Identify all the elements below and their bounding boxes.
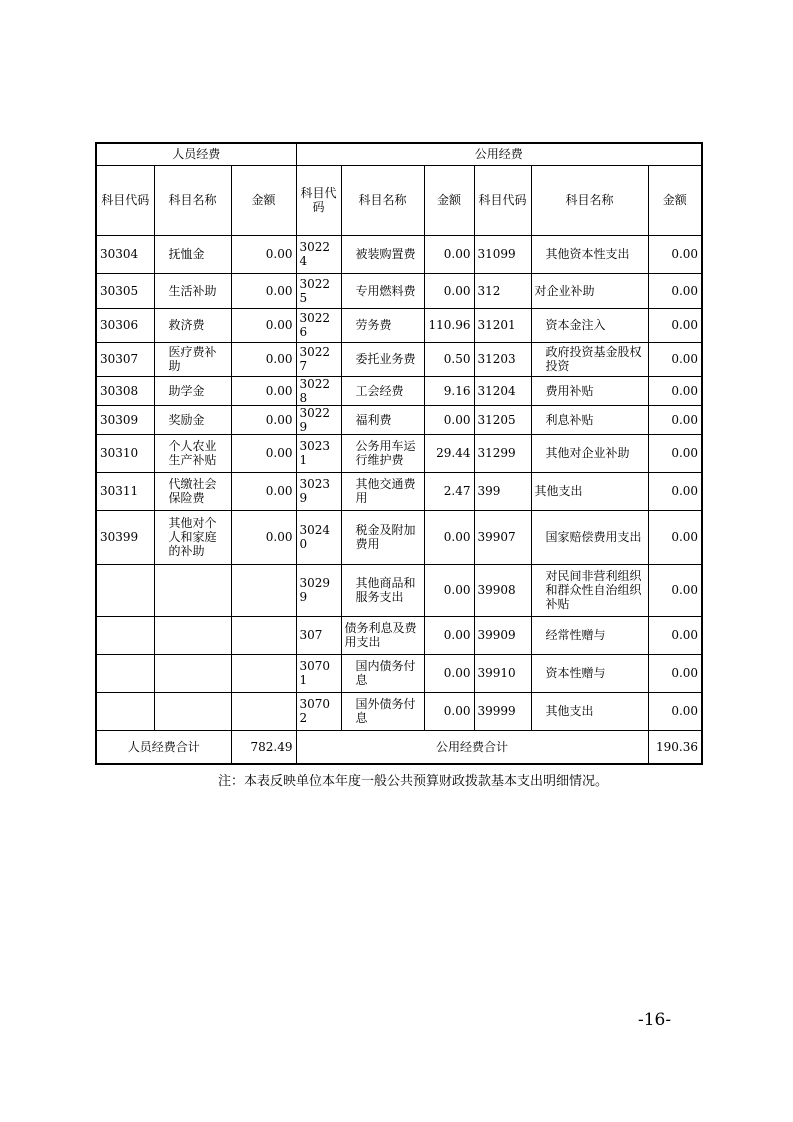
table-row bbox=[96, 342, 702, 376]
name-cell: 生活补助 bbox=[154, 273, 231, 308]
name-cell: 助学金 bbox=[154, 376, 231, 405]
amount-cell: 0.00 bbox=[231, 510, 296, 564]
name-cell: 债务利息及费用支出 bbox=[341, 616, 424, 654]
amount-cell: 0.00 bbox=[231, 405, 296, 434]
column-header-amount: 金额 bbox=[648, 165, 702, 235]
name-cell: 公务用车运行维护费 bbox=[341, 434, 424, 472]
amount-cell: 0.00 bbox=[648, 273, 702, 308]
name-cell: 其他对个人和家庭的补助 bbox=[154, 510, 231, 564]
name-cell: 被装购置费 bbox=[341, 235, 424, 273]
name-cell: 救济费 bbox=[154, 308, 231, 342]
amount-cell: 0.00 bbox=[231, 235, 296, 273]
amount-cell: 0.00 bbox=[424, 405, 474, 434]
amount-cell: 0.00 bbox=[424, 692, 474, 730]
table-row bbox=[96, 235, 702, 273]
code-cell: 30228 bbox=[296, 376, 341, 405]
amount-cell: 0.00 bbox=[231, 472, 296, 510]
code-cell: 30226 bbox=[296, 308, 341, 342]
table-row bbox=[96, 405, 702, 434]
code-cell bbox=[96, 616, 154, 654]
personnel-total-label: 人员经费合计 bbox=[96, 730, 231, 764]
code-cell: 39910 bbox=[474, 654, 531, 692]
name-cell: 其他对企业补助 bbox=[531, 434, 648, 472]
column-header-name: 科目名称 bbox=[154, 165, 231, 235]
code-cell: 30308 bbox=[96, 376, 154, 405]
column-header-code: 科目代码 bbox=[296, 165, 341, 235]
name-cell: 国内债务付息 bbox=[341, 654, 424, 692]
amount-cell: 0.50 bbox=[424, 342, 474, 376]
code-cell: 30701 bbox=[296, 654, 341, 692]
table-row bbox=[96, 616, 702, 654]
column-header-amount: 金额 bbox=[424, 165, 474, 235]
amount-cell: 0.00 bbox=[648, 342, 702, 376]
code-cell: 39999 bbox=[474, 692, 531, 730]
table-row bbox=[96, 308, 702, 342]
column-header-name: 科目名称 bbox=[341, 165, 424, 235]
name-cell: 资本性赠与 bbox=[531, 654, 648, 692]
personnel-total-value: 782.49 bbox=[231, 730, 296, 764]
code-cell: 30229 bbox=[296, 405, 341, 434]
amount-cell: 110.96 bbox=[424, 308, 474, 342]
code-cell: 30304 bbox=[96, 235, 154, 273]
amount-cell: 0.00 bbox=[424, 616, 474, 654]
amount-cell: 0.00 bbox=[648, 405, 702, 434]
amount-cell: 0.00 bbox=[648, 434, 702, 472]
name-cell: 专用燃料费 bbox=[341, 273, 424, 308]
amount-cell: 0.00 bbox=[231, 434, 296, 472]
code-cell: 30309 bbox=[96, 405, 154, 434]
public-total-value: 190.36 bbox=[648, 730, 702, 764]
page-number: -16- bbox=[638, 1010, 672, 1030]
code-cell: 30224 bbox=[296, 235, 341, 273]
name-cell: 其他支出 bbox=[531, 472, 648, 510]
amount-cell bbox=[231, 692, 296, 730]
code-cell: 30225 bbox=[296, 273, 341, 308]
table-row bbox=[96, 692, 702, 730]
name-cell: 委托业务费 bbox=[341, 342, 424, 376]
name-cell: 资本金注入 bbox=[531, 308, 648, 342]
code-cell bbox=[96, 692, 154, 730]
table-row bbox=[96, 434, 702, 472]
code-cell: 31299 bbox=[474, 434, 531, 472]
name-cell bbox=[154, 692, 231, 730]
name-cell: 奖励金 bbox=[154, 405, 231, 434]
table-note: 注：本表反映单位本年度一般公共预算财政拨款基本支出明细情况。 bbox=[218, 774, 609, 789]
name-cell: 对企业补助 bbox=[531, 273, 648, 308]
name-cell: 劳务费 bbox=[341, 308, 424, 342]
name-cell bbox=[154, 616, 231, 654]
amount-cell: 0.00 bbox=[648, 510, 702, 564]
amount-cell: 0.00 bbox=[424, 564, 474, 616]
amount-cell: 0.00 bbox=[231, 273, 296, 308]
name-cell: 工会经费 bbox=[341, 376, 424, 405]
amount-cell: 0.00 bbox=[424, 273, 474, 308]
name-cell: 其他交通费用 bbox=[341, 472, 424, 510]
group-header-public: 公用经费 bbox=[296, 143, 702, 165]
code-cell: 399 bbox=[474, 472, 531, 510]
code-cell: 31204 bbox=[474, 376, 531, 405]
name-cell: 政府投资基金股权投资 bbox=[531, 342, 648, 376]
name-cell: 费用补贴 bbox=[531, 376, 648, 405]
name-cell: 利息补贴 bbox=[531, 405, 648, 434]
basic-expenditure-table bbox=[95, 142, 703, 765]
code-cell: 30227 bbox=[296, 342, 341, 376]
amount-cell bbox=[231, 654, 296, 692]
name-cell: 医疗费补助 bbox=[154, 342, 231, 376]
code-cell: 39909 bbox=[474, 616, 531, 654]
totals-row bbox=[96, 730, 702, 764]
amount-cell: 9.16 bbox=[424, 376, 474, 405]
code-cell: 31099 bbox=[474, 235, 531, 273]
name-cell: 代缴社会保险费 bbox=[154, 472, 231, 510]
code-cell: 30311 bbox=[96, 472, 154, 510]
table-row bbox=[96, 472, 702, 510]
name-cell: 福利费 bbox=[341, 405, 424, 434]
table-row bbox=[96, 510, 702, 564]
code-cell bbox=[96, 654, 154, 692]
name-cell bbox=[154, 564, 231, 616]
amount-cell: 0.00 bbox=[424, 654, 474, 692]
name-cell: 国家赔偿费用支出 bbox=[531, 510, 648, 564]
amount-cell: 0.00 bbox=[648, 692, 702, 730]
column-header-amount: 金额 bbox=[231, 165, 296, 235]
amount-cell: 0.00 bbox=[231, 308, 296, 342]
amount-cell: 0.00 bbox=[231, 376, 296, 405]
code-cell: 39908 bbox=[474, 564, 531, 616]
table-row bbox=[96, 564, 702, 616]
amount-cell: 0.00 bbox=[648, 472, 702, 510]
code-cell: 30299 bbox=[296, 564, 341, 616]
amount-cell: 0.00 bbox=[648, 564, 702, 616]
code-cell: 307 bbox=[296, 616, 341, 654]
column-header-code: 科目代码 bbox=[474, 165, 531, 235]
code-cell: 30239 bbox=[296, 472, 341, 510]
name-cell: 其他支出 bbox=[531, 692, 648, 730]
amount-cell: 0.00 bbox=[648, 308, 702, 342]
code-cell: 30240 bbox=[296, 510, 341, 564]
code-cell: 30306 bbox=[96, 308, 154, 342]
code-cell: 30702 bbox=[296, 692, 341, 730]
name-cell: 经常性赠与 bbox=[531, 616, 648, 654]
name-cell: 国外债务付息 bbox=[341, 692, 424, 730]
amount-cell: 0.00 bbox=[648, 654, 702, 692]
name-cell: 其他商品和服务支出 bbox=[341, 564, 424, 616]
name-cell: 对民间非营利组织和群众性自治组织补贴 bbox=[531, 564, 648, 616]
table-row bbox=[96, 376, 702, 405]
code-cell: 30231 bbox=[296, 434, 341, 472]
amount-cell: 2.47 bbox=[424, 472, 474, 510]
name-cell: 税金及附加费用 bbox=[341, 510, 424, 564]
code-cell: 31201 bbox=[474, 308, 531, 342]
code-cell: 30305 bbox=[96, 273, 154, 308]
code-cell: 30399 bbox=[96, 510, 154, 564]
name-cell: 其他资本性支出 bbox=[531, 235, 648, 273]
name-cell: 抚恤金 bbox=[154, 235, 231, 273]
column-header-name: 科目名称 bbox=[531, 165, 648, 235]
amount-cell: 0.00 bbox=[648, 616, 702, 654]
name-cell: 个人农业生产补贴 bbox=[154, 434, 231, 472]
code-cell: 312 bbox=[474, 273, 531, 308]
code-cell: 30307 bbox=[96, 342, 154, 376]
group-header-personnel: 人员经费 bbox=[96, 143, 296, 165]
amount-cell: 29.44 bbox=[424, 434, 474, 472]
amount-cell: 0.00 bbox=[648, 235, 702, 273]
public-total-label: 公用经费合计 bbox=[296, 730, 648, 764]
amount-cell: 0.00 bbox=[231, 342, 296, 376]
code-cell: 39907 bbox=[474, 510, 531, 564]
amount-cell bbox=[231, 616, 296, 654]
amount-cell: 0.00 bbox=[648, 376, 702, 405]
amount-cell: 0.00 bbox=[424, 235, 474, 273]
code-cell: 31205 bbox=[474, 405, 531, 434]
amount-cell bbox=[231, 564, 296, 616]
column-header-code: 科目代码 bbox=[96, 165, 154, 235]
code-cell bbox=[96, 564, 154, 616]
table-row bbox=[96, 273, 702, 308]
amount-cell: 0.00 bbox=[424, 510, 474, 564]
code-cell: 30310 bbox=[96, 434, 154, 472]
table-row bbox=[96, 654, 702, 692]
name-cell bbox=[154, 654, 231, 692]
code-cell: 31203 bbox=[474, 342, 531, 376]
